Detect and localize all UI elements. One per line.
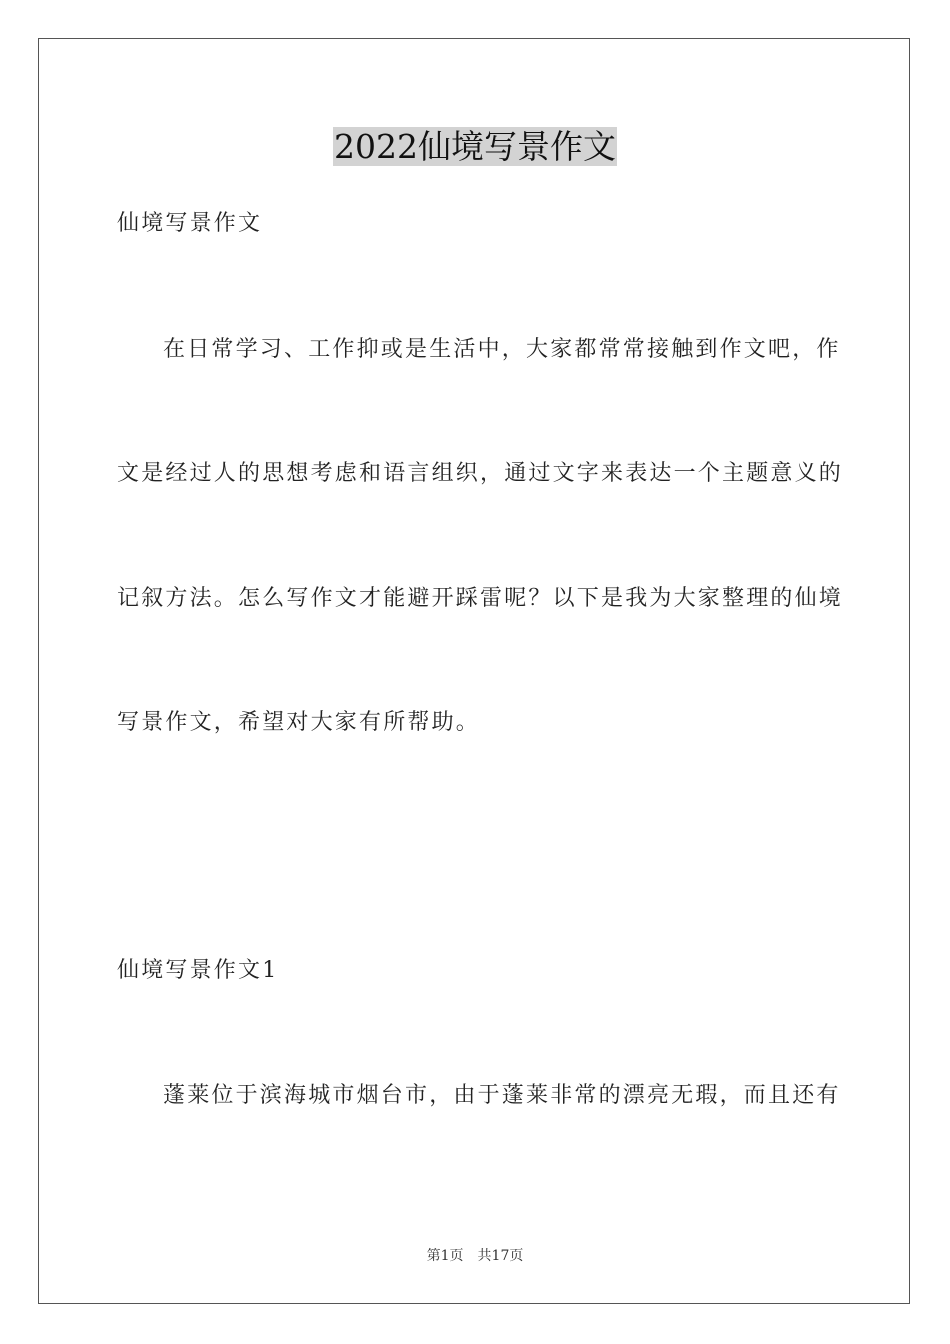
page-footer [0, 1247, 950, 1265]
document-subtitle: 仙境写景作文 [117, 211, 263, 236]
paragraph-line: 在日常学习、工作抑或是生活中，大家都常常接触到作文吧，作 [163, 337, 841, 362]
section-heading: 仙境写景作文1 [117, 958, 279, 983]
paragraph-line: 文是经过人的思想考虑和语言组织，通过文字来表达一个主题意义的 [117, 461, 844, 486]
page-total: 共17页 [477, 1248, 524, 1264]
paragraph-line: 记叙方法。怎么写作文才能避开踩雷呢？以下是我为大家整理的仙境 [117, 586, 844, 611]
page-number: 第1页 [426, 1248, 464, 1264]
document-title [0, 126, 950, 168]
paragraph-line: 写景作文，希望对大家有所帮助。 [117, 710, 481, 735]
paragraph-line: 蓬莱位于滨海城市烟台市，由于蓬莱非常的漂亮无瑕，而且还有 [163, 1083, 841, 1108]
document-title-text: 2022仙境写景作文 [334, 127, 616, 166]
